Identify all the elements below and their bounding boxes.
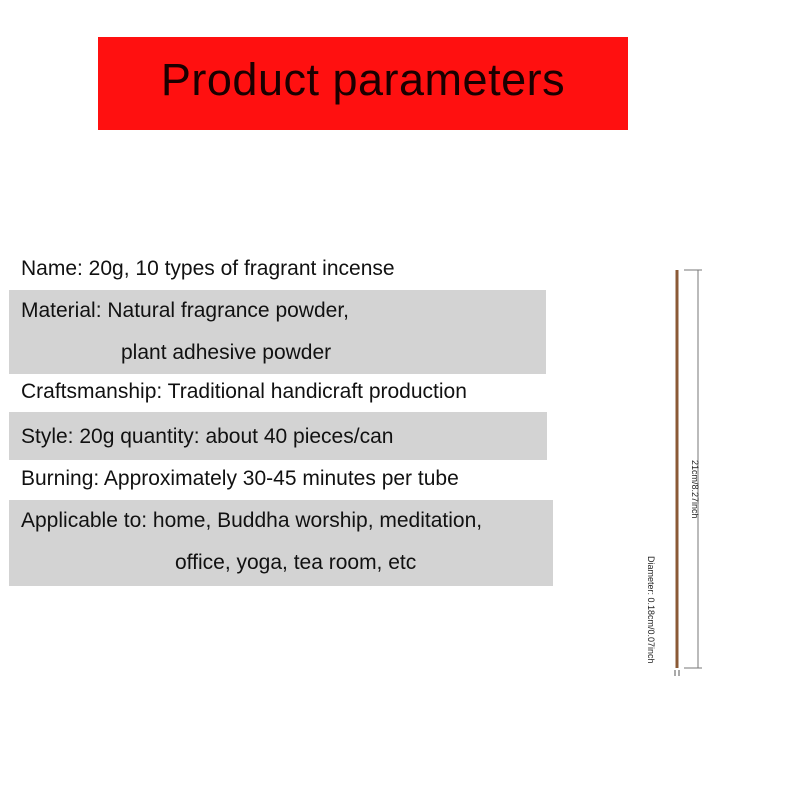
page-title: Product parameters bbox=[160, 54, 566, 105]
title-banner bbox=[98, 37, 628, 130]
diameter-label: Diameter: 0.18cm/0.07inch bbox=[646, 556, 656, 664]
param-applicable-text-2: office, yoga, tea room, etc bbox=[175, 551, 417, 574]
param-style-text: Style: 20g quantity: about 40 pieces/can bbox=[21, 425, 394, 448]
param-burning-text: Burning: Approximately 30-45 minutes per tube bbox=[21, 467, 459, 490]
param-row-burning bbox=[9, 460, 569, 500]
param-row-material bbox=[9, 290, 546, 374]
incense-stick-diagram bbox=[640, 260, 720, 700]
param-craftsmanship-text: Craftsmanship: Traditional handicraft production bbox=[21, 380, 467, 403]
param-applicable-text-1: Applicable to: home, Buddha worship, meditation, bbox=[21, 509, 483, 532]
param-row-applicable bbox=[9, 500, 553, 586]
length-label: 21cm/8.27inch bbox=[690, 460, 700, 519]
param-material-text-1: Material: Natural fragrance powder, bbox=[21, 299, 349, 322]
param-row-craftsmanship bbox=[9, 374, 569, 412]
param-material-text-2: plant adhesive powder bbox=[121, 341, 332, 364]
param-name-text: Name: 20g, 10 types of fragrant incense bbox=[21, 257, 395, 280]
param-row-name bbox=[9, 248, 569, 290]
parameters-list bbox=[9, 248, 569, 586]
param-row-style bbox=[9, 412, 547, 460]
